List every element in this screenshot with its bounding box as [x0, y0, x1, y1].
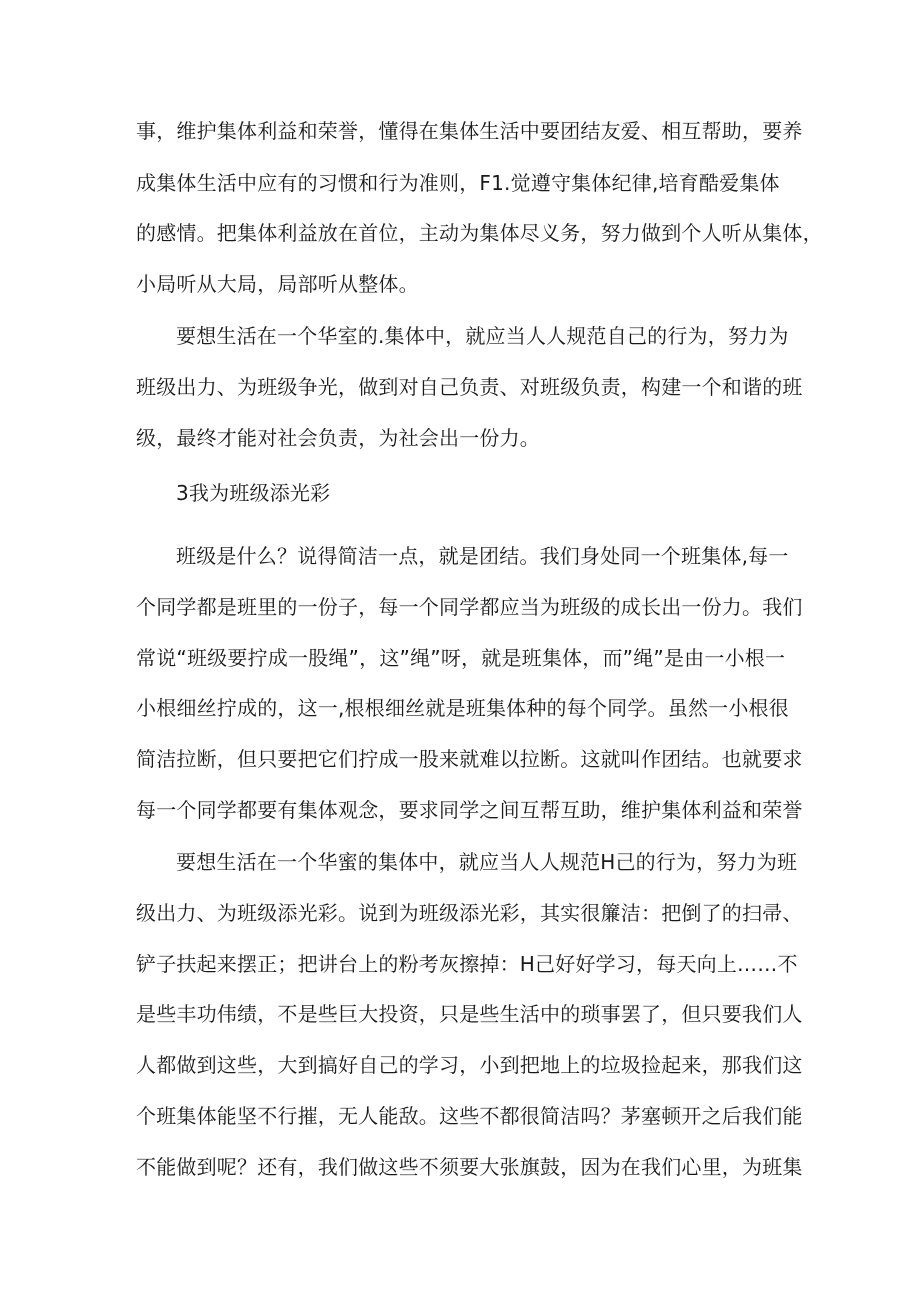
paragraph-line: 小局听从大局，局部听从整体。: [136, 272, 419, 296]
section-heading: 3我为班级添光彩: [176, 481, 331, 505]
paragraph-line: 是些丰功伟绩，不是些巨大投资，只是些生活中的琐事罢了，但只要我们人: [136, 1002, 803, 1026]
paragraph-line: 人都做到这些，大到搞好自己的学习，小到把地上的垃圾捡起来，那我们这: [136, 1053, 803, 1077]
paragraph-line: 要想生活在一个华室的.集体中，就应当人人规范自己的行为，努力为: [176, 324, 789, 348]
paragraph-line: 班级出力、为班级争光，做到对自己负责、对班级负责，构建一个和谐的班: [136, 375, 803, 399]
paragraph-line: 成集体生活中应有的习惯和行为准则，F1.觉遵守集体纪律,培育酷爱集体: [136, 171, 780, 195]
paragraph-line: 不能做到呢？还有，我们做这些不须要大张旗鼓，因为在我们心里，为班集: [136, 1155, 803, 1179]
paragraph-line: 要想生活在一个华蜜的集体中，就应当人人规范H己的行为，努力为班: [176, 850, 798, 874]
paragraph-line: 个班集体能坚不行摧，无人能敌。这些不都很简洁吗？茅塞顿开之后我们能: [136, 1104, 803, 1128]
paragraph-line: 级，最终才能对社会负责，为社会出一份力。: [136, 426, 540, 450]
paragraph-line: 班级是什么？说得简洁一点，就是团结。我们身处同一个班集体,每一: [176, 544, 789, 568]
paragraph-line: 个同学都是班里的一份子，每一个同学都应当为班级的成长出一份力。我们: [136, 595, 803, 619]
paragraph-line: 小根细丝拧成的，这一,根根细丝就是班集体种的每个同学。虽然一小根很: [136, 696, 789, 720]
paragraph-line: 事，维护集体利益和荣誉，懂得在集体生活中要团结友爱、相互帮助，要养: [136, 119, 803, 143]
paragraph-line: 常说“班级要拧成一股绳”，这”绳”呀，就是班集体，而”绳”是由一小根一: [136, 646, 786, 670]
paragraph-line: 每一个同学都要有集体观念，要求同学之间互帮互助，维护集体利益和荣誉: [136, 798, 803, 822]
paragraph-line: 级出力、为班级添光彩。说到为班级添光彩，其实很簾洁：把倒了的扫帚、: [136, 901, 803, 925]
paragraph-line: 的感情。把集体利益放在首位，主动为集体尽义务，努力做到个人听从集体，: [136, 221, 823, 245]
paragraph-line: 铲子扶起来摆正；把讲台上的粉考灰擦掉：H己好好学习，每天向上……不: [136, 952, 798, 976]
paragraph-line: 简洁拉断，但只要把它们拧成一股来就难以拉断。这就叫作团结。也就要求: [136, 747, 803, 771]
